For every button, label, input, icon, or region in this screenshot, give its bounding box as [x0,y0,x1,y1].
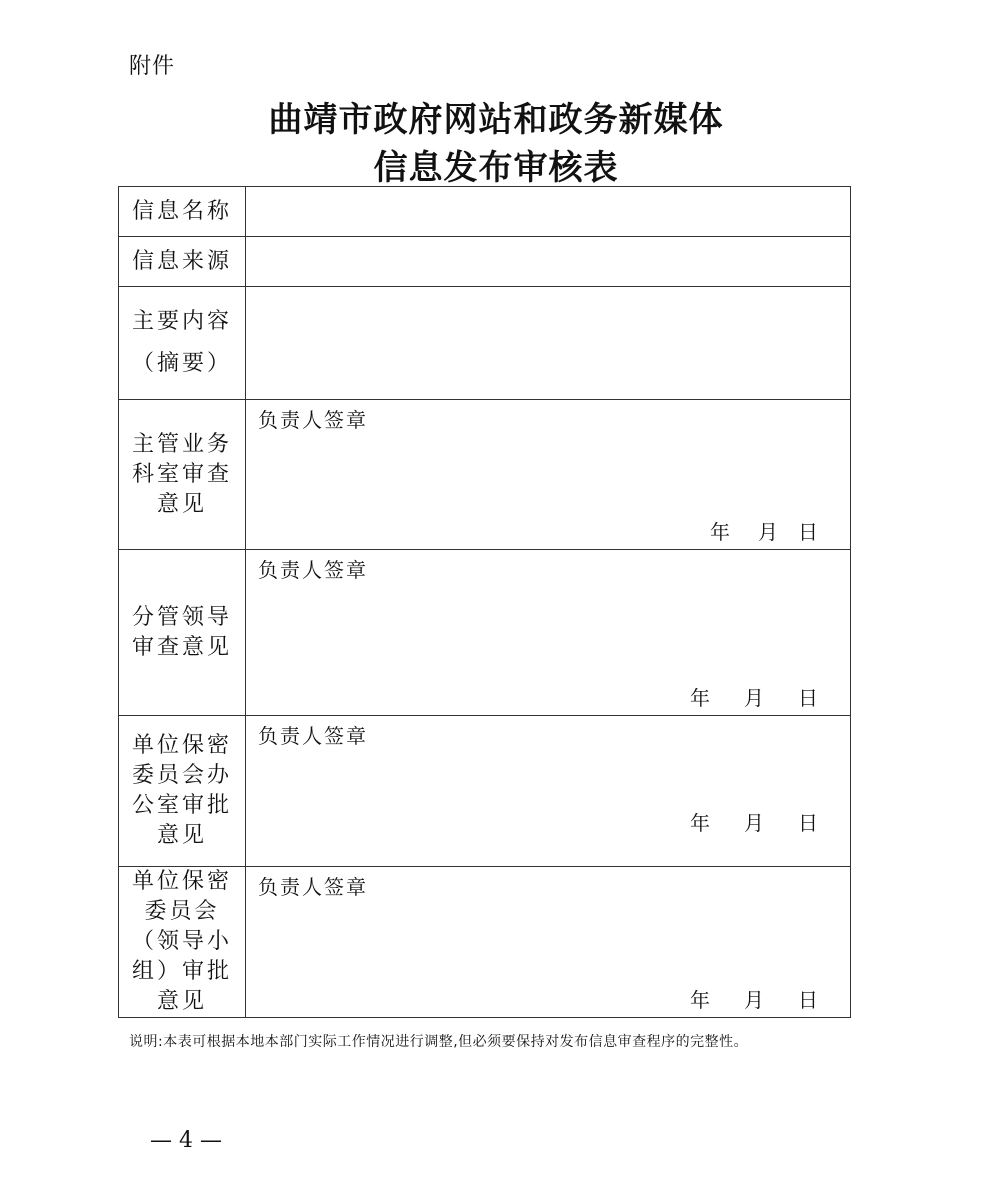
summary-label-line1: 主要内容 [131,309,232,334]
row-leader-review [119,550,851,716]
leader-review-label-line2: 审查意见 [131,634,232,660]
year-label: 年 [710,520,730,544]
secrecy-committee-sign: 负责人签章 [258,875,368,899]
month-label: 月 [744,811,764,835]
dept-review-label-line1: 主管业务 [131,431,232,457]
secrecy-committee-label-line3: （领导小 [131,929,232,954]
dept-review-label [119,400,246,550]
leader-review-label-line1: 分管领导 [131,604,232,630]
info-name-label [119,187,246,237]
row-info-source [119,237,851,287]
page-title-line2: 信息发布审核表 [373,148,619,188]
secrecy-committee-date [690,984,818,1013]
year-label: 年 [690,686,710,710]
day-label: 日 [798,811,818,835]
secrecy-committee-field[interactable] [246,867,851,1018]
secrecy-committee-label-line4: 组）审批 [131,959,232,984]
month-label: 月 [744,686,764,710]
secrecy-office-label-line4: 意见 [156,823,207,848]
secrecy-office-label-line3: 公室审批 [131,793,232,818]
leader-review-sign: 负责人签章 [258,558,368,582]
row-info-name [119,187,851,237]
row-secrecy-committee [119,867,851,1018]
year-label: 年 [690,811,710,835]
info-source-label-text: 信息来源 [131,248,232,274]
secrecy-office-label-line1: 单位保密 [131,733,232,758]
info-name-label-text: 信息名称 [131,198,232,224]
summary-field[interactable] [246,287,851,400]
page-title-line1: 曲靖市政府网站和政务新媒体 [268,100,724,140]
month-label: 月 [744,988,764,1012]
day-label: 日 [798,686,818,710]
secrecy-committee-label-line5: 意见 [156,989,207,1014]
dept-review-label-line3: 意见 [156,491,207,517]
attachment-label: 附件 [129,54,176,79]
dept-review-label-line2: 科室审查 [131,461,232,487]
page-number: — 4 — [150,1128,222,1153]
year-label: 年 [690,988,710,1012]
day-label: 日 [798,520,818,544]
dept-review-date [710,516,818,545]
month-label: 月 [758,520,778,544]
summary-label [119,287,246,400]
row-dept-review [119,400,851,550]
info-source-label [119,237,246,287]
leader-review-field[interactable] [246,550,851,716]
leader-review-date [690,682,818,711]
leader-review-label [119,550,246,716]
secrecy-committee-label-line2: 委员会 [144,899,220,924]
secrecy-committee-label-line1: 单位保密 [131,869,232,894]
secrecy-office-label-line2: 委员会办 [131,763,232,788]
info-name-field[interactable] [246,187,851,237]
row-summary [119,287,851,400]
dept-review-sign: 负责人签章 [258,408,368,432]
day-label: 日 [798,988,818,1012]
secrecy-committee-label [119,867,246,1018]
secrecy-office-field[interactable] [246,716,851,867]
review-form-table [118,186,851,1018]
secrecy-office-sign: 负责人签章 [258,724,368,748]
secrecy-office-date [690,807,818,836]
info-source-field[interactable] [246,237,851,287]
summary-label-line2: （摘要） [131,351,232,376]
footnote: 说明:本表可根据本地本部门实际工作情况进行调整,但必须要保持对发布信息审查程序的完整性。 [129,1034,749,1050]
dept-review-field[interactable] [246,400,851,550]
secrecy-office-label [119,716,246,867]
row-secrecy-office [119,716,851,867]
